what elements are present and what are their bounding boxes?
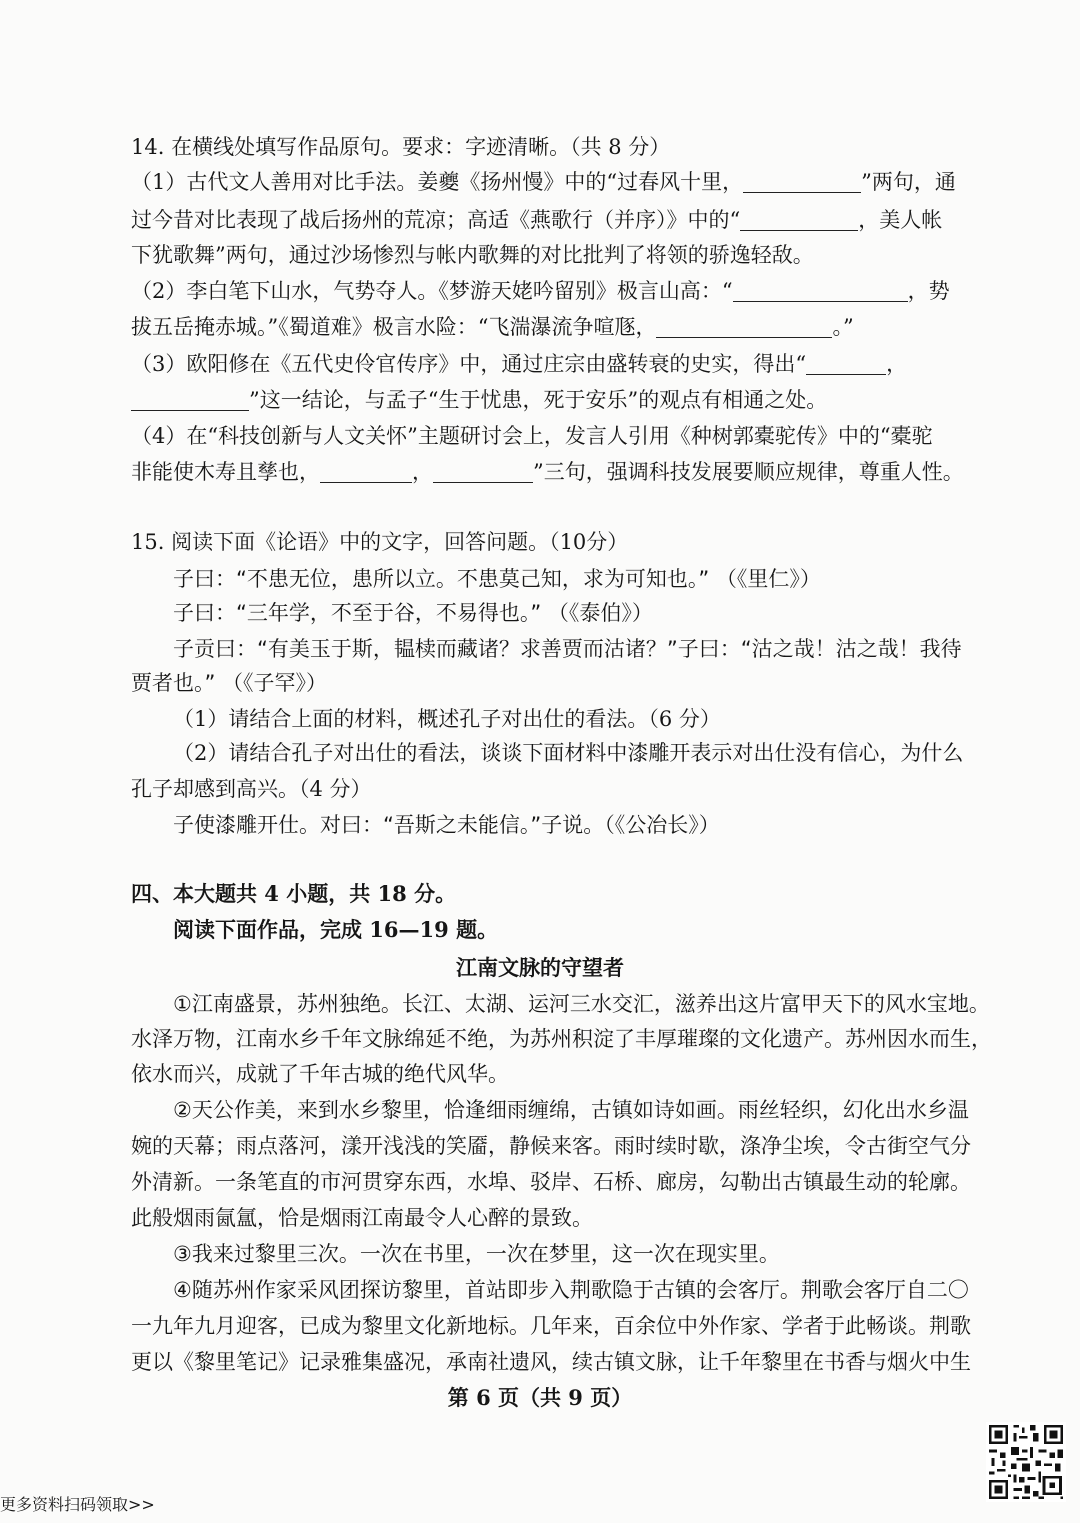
q15-quote3-line2: 贾者也。” （《子罕》） (131, 671, 328, 695)
article-title: 江南文脉的守望者 (456, 955, 624, 980)
q14-p3-text-c: ”这一结论，与孟子“生于忧患，死于安乐”的观点有相通之处。 (249, 388, 828, 412)
article-line: 此般烟雨氤氲，恰是烟雨江南最令人心醉的景致。 (131, 1206, 593, 1230)
answer-blank[interactable] (806, 354, 886, 375)
answer-blank[interactable] (743, 172, 861, 193)
article-line: ②天公作美，来到水乡黎里，恰逢细雨缠绵，古镇如诗如画。雨丝轻织，幻化出水乡温 (173, 1098, 969, 1122)
q14-p1-text-b: ”两句，通 (861, 170, 956, 194)
q14-p1-text-c: 过今昔对比表现了战后扬州的荒凉；高适《燕歌行（并序）》中的“ (131, 208, 741, 232)
more-resources-link[interactable]: 更多资料扫码领取>> (0, 1495, 155, 1514)
q14-p4-text-b: ， (412, 460, 433, 484)
section4-instruction: 阅读下面作品，完成 16—19 题。 (173, 917, 499, 942)
q14-p3-text-a: （3）欧阳修在《五代史伶官传序》中，通过庄宗由盛转衰的史实，得出“ (131, 352, 807, 376)
article-line: ③我来过黎里三次。一次在书里，一次在梦里，这一次在现实里。 (173, 1242, 780, 1266)
q14-p1-text-a: （1）古代文人善用对比手法。姜夔《扬州慢》中的“过春风十里， (131, 170, 744, 194)
q14-p2-text-b: ，势 (907, 279, 950, 303)
q14-p1-line1 (131, 169, 956, 195)
article-line: 依水而兴，成就了千年古城的绝代风华。 (131, 1062, 509, 1086)
q15-sub2-line1: （2）请结合孔子对出仕的看法，谈谈下面材料中漆雕开表示对出仕没有信心，为什么 (173, 741, 964, 765)
q14-p2-text-d: 。” (832, 315, 854, 339)
q14-p4-text-a: 非能使木寿且孳也， (131, 460, 320, 484)
q15-title: 15. 阅读下面《论语》中的文字，回答问题。（10分） (131, 530, 629, 554)
q14-p2-line2 (131, 314, 854, 340)
q14-p4-line1: （4）在“科技创新与人文关怀”主题研讨会上，发言人引用《种树郭橐驼传》中的“橐驼 (131, 424, 933, 448)
qr-code-icon[interactable] (986, 1422, 1066, 1502)
q15-quote1: 子曰：“不患无位，患所以立。不患莫己知，求为可知也。” （《里仁》） (173, 567, 821, 591)
q14-p2-text-c: 拔五岳掩赤城。”《蜀道难》极言水险：“飞湍瀑流争喧豗， (131, 315, 657, 339)
article-line: 一九年九月迎客，已成为黎里文化新地标。几年来，百余位中外作家、学者于此畅谈。荆歌 (131, 1314, 971, 1338)
page-number: 第 6 页（共 9 页） (447, 1385, 633, 1410)
article-line: 更以《黎里笔记》记录雅集盛况，承南社遗风，续古镇文脉，让千年黎里在书香与烟火中生 (131, 1350, 971, 1374)
q14-p2-line1 (131, 278, 950, 304)
q14-p1-line2 (131, 207, 942, 233)
q14-p4-text-c: ”三句，强调科技发展要顺应规律，尊重人性。 (533, 460, 964, 484)
article-line: 外清新。一条笔直的市河贯穿东西，水埠、驳岸、石桥、廊房，勾勒出古镇最生动的轮廓。 (131, 1170, 971, 1194)
q14-p4-line2 (131, 459, 964, 485)
q14-p1-line3: 下犹歌舞”两句，通过沙场惨烈与帐内歌舞的对比批判了将领的骄逸轻敌。 (131, 243, 814, 267)
article-line: 婉的天幕；雨点落河，漾开浅浅的笑靥，静候来客。雨时续时歇，涤净尘埃，令古街空气分 (131, 1134, 971, 1158)
article-line: ④随苏州作家采风团探访黎里，首站即步入荆歌隐于古镇的会客厅。荆歌会客厅自二〇 (173, 1278, 969, 1302)
q15-quote2: 子曰：“三年学，不至于谷，不易得也。” （《泰伯》） (173, 601, 653, 625)
article-line: 水泽万物，江南水乡千年文脉绵延不绝，为苏州积淀了丰厚璀璨的文化遗产。苏州因水而生， (131, 1027, 992, 1051)
answer-blank[interactable] (656, 317, 832, 338)
answer-blank[interactable] (320, 462, 412, 483)
q15-sub1: （1）请结合上面的材料，概述孔子对出仕的看法。（6 分） (173, 707, 721, 731)
q14-p3-line2 (131, 387, 827, 413)
q14-title: 14. 在横线处填写作品原句。要求：字迹清晰。（共 8 分） (131, 135, 671, 159)
q14-p2-text-a: （2）李白笔下山水，气势夺人。《梦游天姥吟留别》极言山高：“ (131, 279, 733, 303)
q14-p3-text-b: ， (886, 352, 908, 376)
article-line: ①江南盛景，苏州独绝。长江、太湖、运河三水交汇，滋养出这片富甲天下的风水宝地。 (173, 992, 990, 1016)
q15-quote3-line1: 子贡曰：“有美玉于斯，韫椟而藏诸？求善贾而沽诸？”子曰：“沽之哉！沽之哉！我待 (173, 637, 962, 661)
q15-quote4: 子使漆雕开仕。对曰：“吾斯之未能信。”子说。（《公冶长》） (173, 813, 720, 837)
answer-blank[interactable] (740, 210, 858, 231)
q14-p1-text-d: ，美人帐 (858, 208, 943, 232)
section4-heading: 四、本大题共 4 小题，共 18 分。 (131, 881, 457, 906)
answer-blank[interactable] (433, 462, 533, 483)
q15-sub2-line2: 孔子却感到高兴。（4 分） (131, 777, 372, 801)
answer-blank[interactable] (131, 390, 249, 411)
answer-blank[interactable] (733, 281, 908, 302)
q14-p3-line1 (131, 351, 907, 377)
